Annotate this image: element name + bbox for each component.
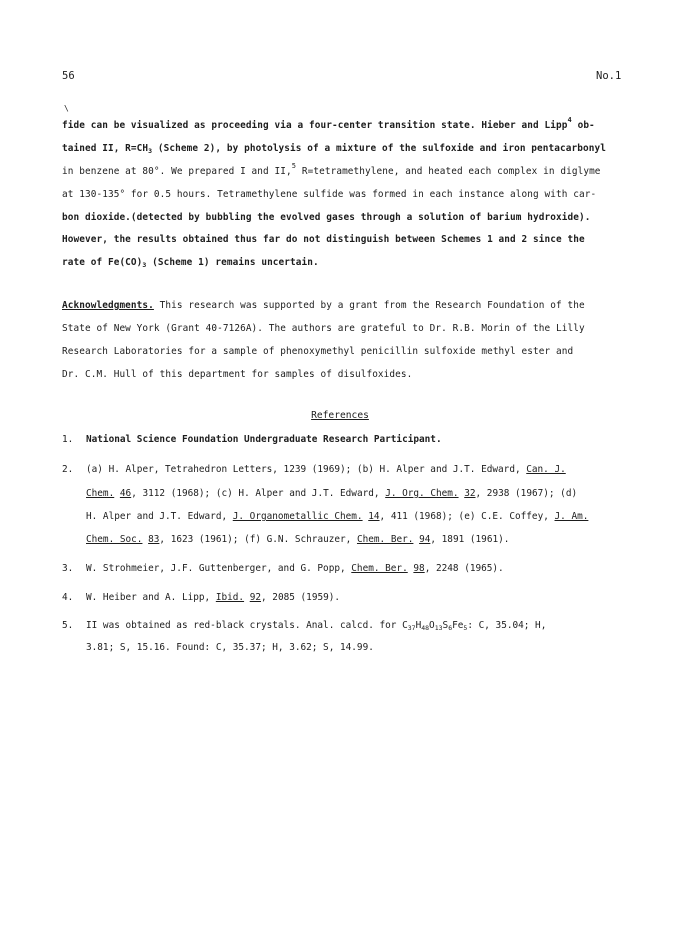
stray-mark: \ [64, 104, 69, 113]
para1-line-4: at 130-135° for 0.5 hours. Tetramethylene sulfide was formed in each instance along with car- [62, 189, 597, 200]
ref-1-number: 1. [62, 434, 74, 445]
ref-5-line-1: II was obtained as red-black crystals. Anal. calcd. for $C_{37}H_{48}O_{13}S_6Fe_5$: C, 35.04; H, [86, 620, 547, 632]
ref-5-line-2: 3.81; S, 15.16. Found: C, 35.37; H, 3.62; S, 14.99. [86, 642, 374, 653]
ack-line-1: Acknowledgments. This research was supported by a grant from the Research Foundation of the [62, 300, 585, 311]
ref-3-number: 3. [62, 563, 74, 574]
para1-line-1: fide can be visualized as proceeding via a four-center transition state. Hieber and Lipp$^4$ ob- [62, 116, 595, 131]
ack-line-4: Dr. C.M. Hull of this department for samples of disulfoxides. [62, 369, 413, 380]
ack-line-3: Research Laboratories for a sample of phenoxymethyl penicillin sulfoxide methyl ester and [62, 346, 574, 357]
ref-2-line-3: H. Alper and J.T. Edward, J. Organometallic Chem. 14, 411 (1968); (e) C.E. Coffey, J. Am. [86, 511, 589, 522]
ref-5-number: 5. [62, 620, 74, 631]
ack-heading: Acknowledgments. [62, 300, 154, 311]
ref-2-line-1: (a) H. Alper, Tetrahedron Letters, 1239 (1969); (b) H. Alper and J.T. Edward, Can. J. [86, 464, 566, 475]
para1-line-2: tained II, $R=CH_3$ (Scheme 2), by photolysis of a mixture of the sulfoxide and iron pentacarbonyl [62, 143, 606, 155]
ref-3-text: W. Strohmeier, J.F. Guttenberger, and G. Popp, Chem. Ber. 98, 2248 (1965). [86, 563, 504, 574]
page-number: 56 [62, 70, 75, 82]
ref-2-line-2: Chem. 46, 3112 (1968); (c) H. Alper and J.T. Edward, J. Org. Chem. 32, 2938 (1967); (d) [86, 488, 578, 499]
ref-1-text: National Science Foundation Undergraduate Research Participant. [86, 434, 442, 445]
issue-number: No.1 [596, 70, 622, 82]
para1-line-7: rate of $Fe(CO)_3$ (Scheme 1) remains uncertain. [62, 257, 319, 269]
ref-4-number: 4. [62, 592, 74, 603]
ack-line-2: State of New York (Grant 40-7126A). The authors are grateful to Dr. R.B. Morin of the Lilly [62, 323, 585, 334]
ref-4-text: W. Heiber and A. Lipp, Ibid. 92, 2085 (1959). [86, 592, 341, 603]
para1-line-5: bon dioxide.(detected by bubbling the evolved gases through a solution of barium hydroxide). [62, 212, 591, 223]
para1-line-6: However, the results obtained thus far do not distinguish between Schemes 1 and 2 since the [62, 234, 585, 245]
references-title: References [311, 410, 369, 421]
para1-line-3: in benzene at 80°. We prepared I and II,$^5$ R=tetramethylene, and heated each complex in diglyme [62, 162, 601, 177]
ref-2-number: 2. [62, 464, 74, 475]
ref-2-line-4: Chem. Soc. 83, 1623 (1961); (f) G.N. Schrauzer, Chem. Ber. 94, 1891 (1961). [86, 534, 510, 545]
